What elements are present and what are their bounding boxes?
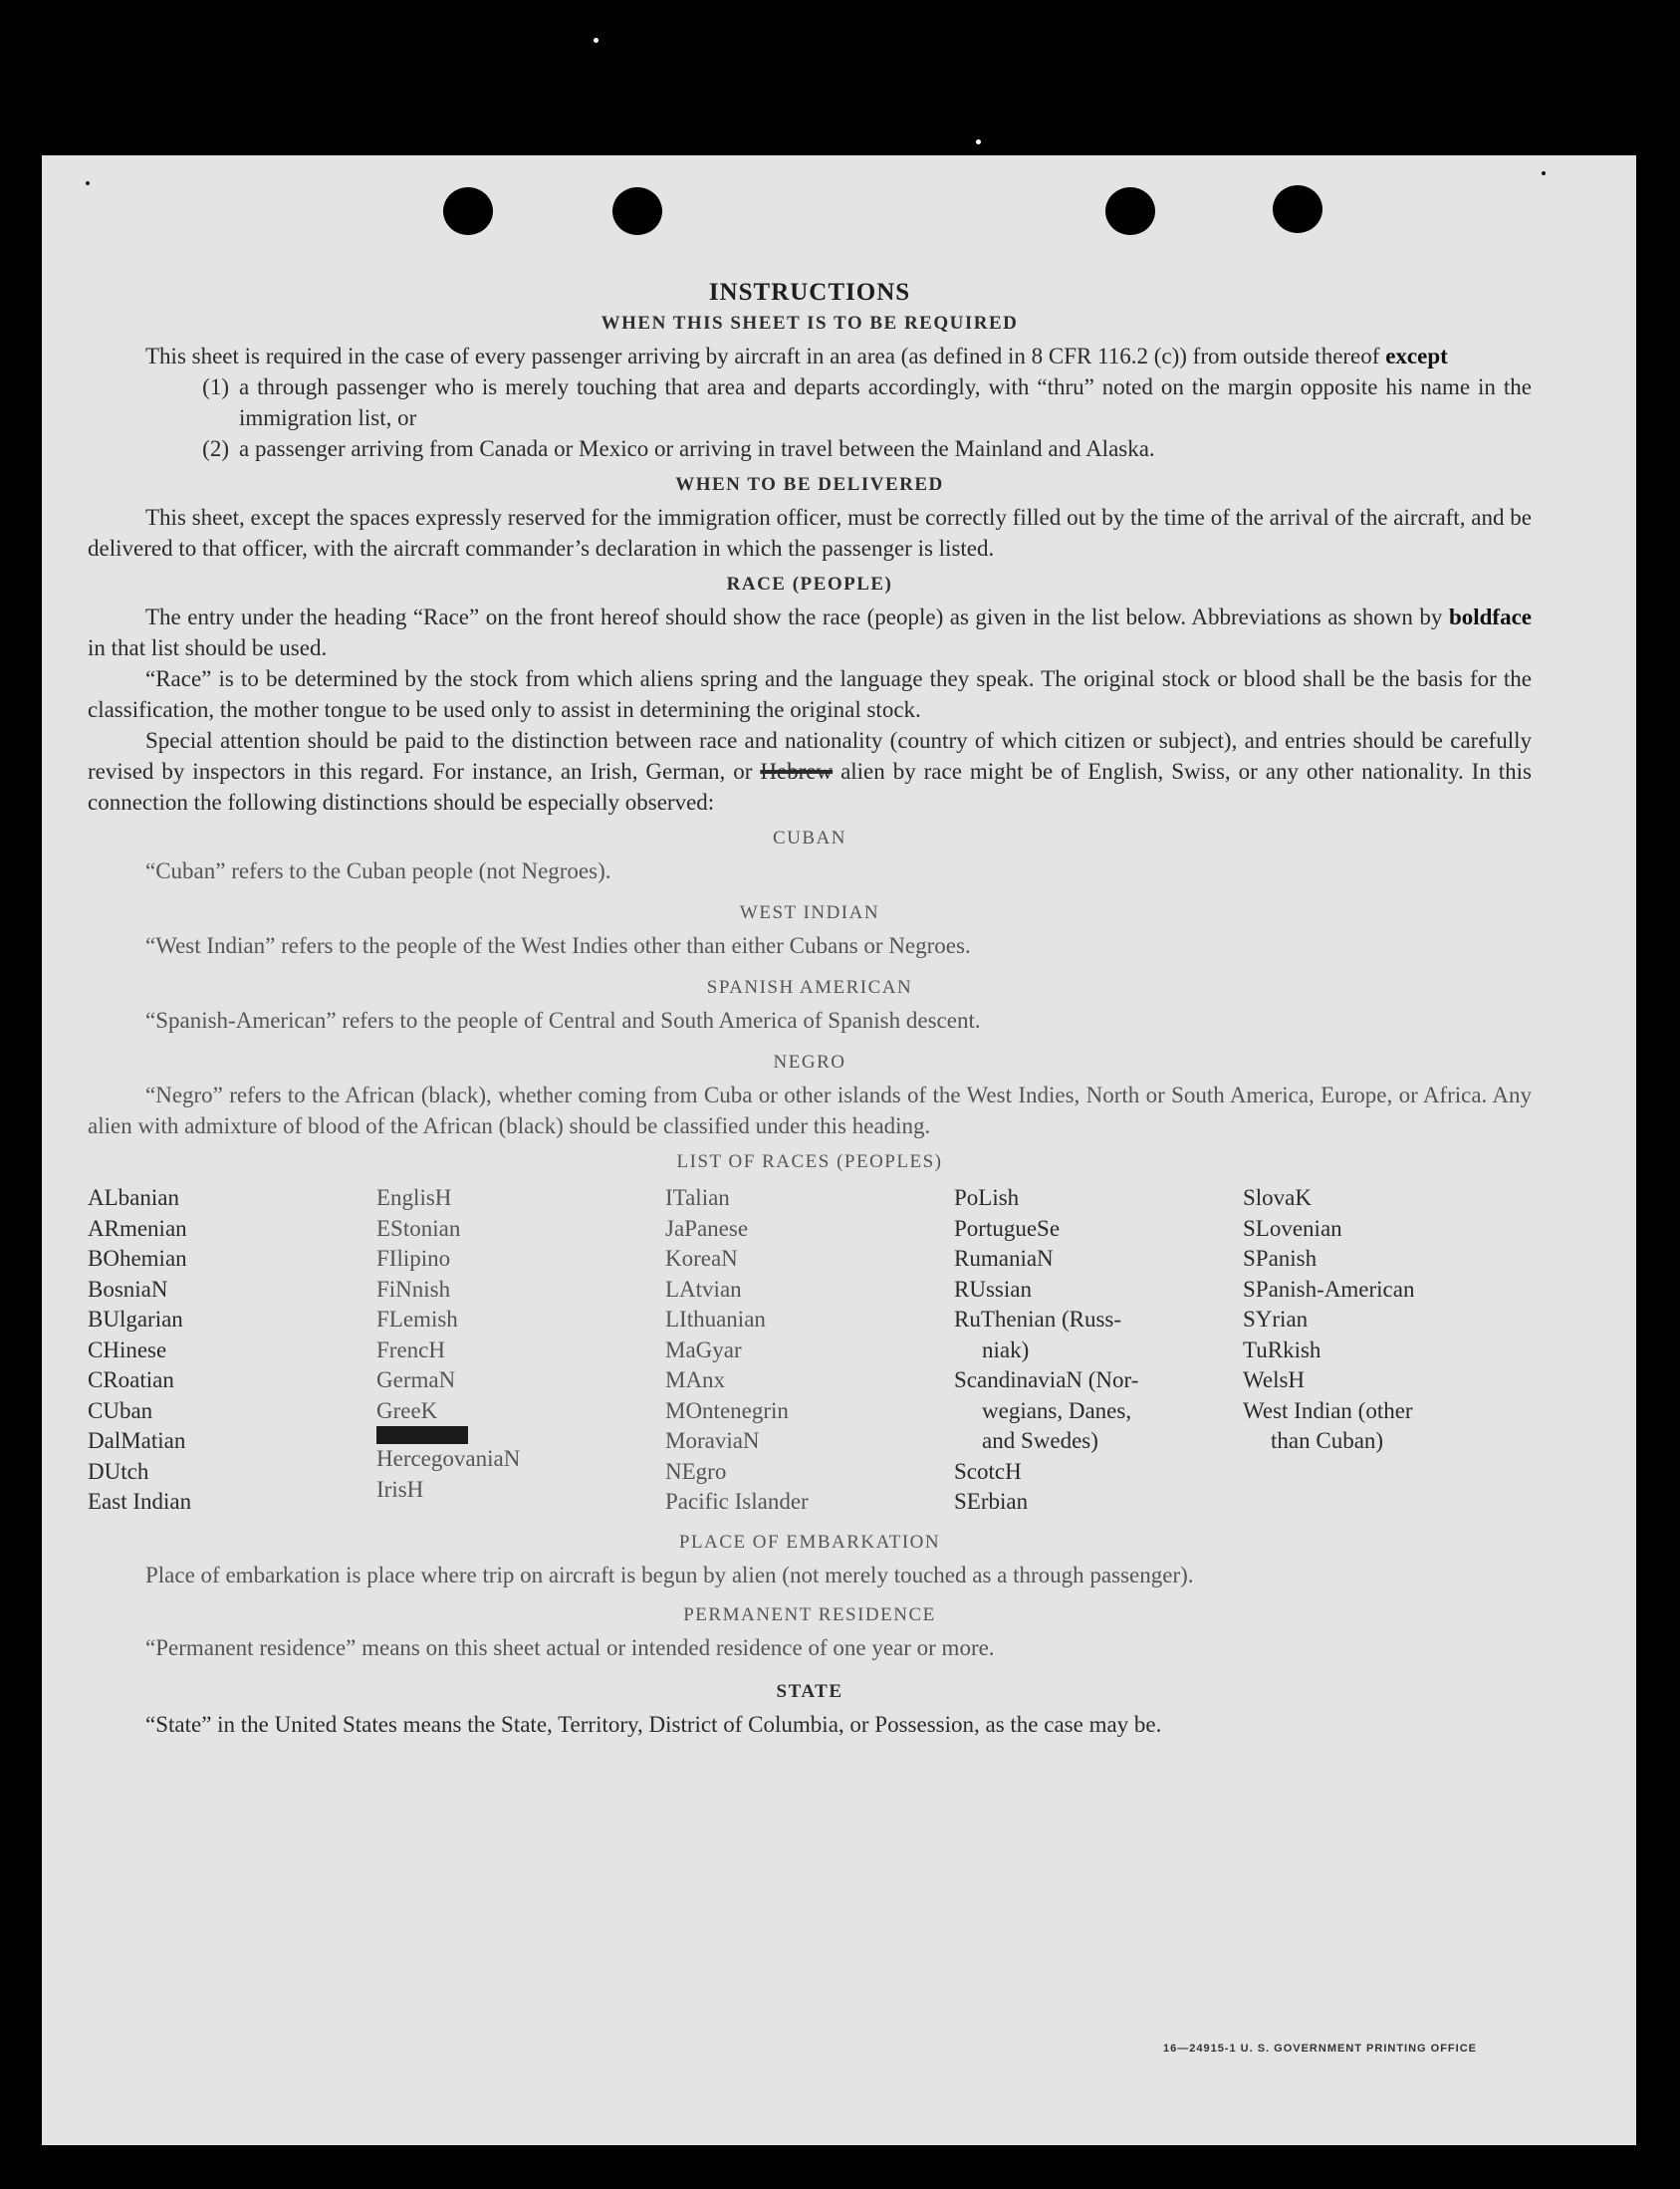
exception-item-2: (2) a passenger arriving from Canada or Mexico or arriving in travel between the Mainland and Alaska. [202, 436, 1155, 461]
race-entry: LAtvian [665, 1276, 742, 1302]
race-entry: JaPanese [665, 1215, 749, 1241]
race-entry: BosniaN [88, 1276, 168, 1302]
heading-embarkation: PLACE OF EMBARKATION [678, 1531, 941, 1553]
races-column-1 [88, 1183, 376, 1518]
race-entry: RuThenian (Russ- [954, 1307, 1122, 1332]
races-column-5 [1243, 1183, 1532, 1518]
race-entry: FiNnish [376, 1276, 451, 1302]
races-column-4 [954, 1183, 1243, 1518]
struck-word: Hebrew [760, 759, 834, 784]
race-entry: HercegovaniaN [376, 1446, 521, 1471]
race-entry: FrencH [376, 1337, 445, 1362]
race-paragraph-2: “Race” is to be determined by the stock from which aliens spring and the language they speak. The original stock or blood shall be the basis for the classification, the mother tongue to be used only to assist in determining the original stock. [88, 666, 1532, 722]
race-entry: LIthuanian [665, 1307, 766, 1332]
heading-state: STATE [776, 1680, 843, 1702]
race-entry: SYrian [1243, 1307, 1309, 1332]
instructions-content [88, 279, 1532, 1740]
race-entry: CUban [88, 1397, 153, 1423]
race-paragraph-1: The entry under the heading “Race” on the front hereof should show the race (people) as given in the list below. Abbreviations as shown by boldface in that list should be used. [88, 605, 1533, 660]
speck [1542, 171, 1546, 175]
heading-west-indian: WEST INDIAN [739, 902, 880, 923]
dust-speck [976, 139, 981, 144]
heading-races-list: LIST OF RACES (PEOPLES) [676, 1151, 943, 1172]
race-entry: ScandinaviaN (Nor- [954, 1367, 1139, 1392]
race-entry: ARmenian [88, 1215, 187, 1241]
race-entry: GreeK [376, 1397, 438, 1423]
state-text: “State” in the United States means the State, Territory, District of Columbia, or Possession, as the case may be. [145, 1711, 1162, 1737]
cuban-text: “Cuban” refers to the Cuban people (not Negroes). [145, 858, 611, 883]
race-entry: MoraviaN [665, 1428, 760, 1453]
race-entry: MaGyar [665, 1337, 742, 1362]
race-entry: DUtch [88, 1458, 149, 1484]
punch-hole [612, 187, 662, 235]
race-entry: SErbian [954, 1489, 1029, 1514]
race-entry: FLemish [376, 1307, 458, 1332]
race-entry: WelsH [1243, 1367, 1306, 1392]
race-entry-continued: than Cuban) [1271, 1428, 1384, 1453]
race-entry: PortugueSe [954, 1215, 1061, 1241]
race-entry: CRoatian [88, 1367, 174, 1392]
punch-hole [443, 187, 493, 235]
heading-when-required: WHEN THIS SHEET IS TO BE REQUIRED [600, 313, 1019, 334]
heading-residence: PERMANENT RESIDENCE [683, 1603, 936, 1625]
race-entry: BUlgarian [88, 1307, 183, 1332]
race-entry: ITalian [665, 1185, 730, 1210]
race-entry: RumaniaN [954, 1246, 1054, 1271]
race-entry: SPanish [1243, 1246, 1318, 1271]
race-entry: RUssian [954, 1276, 1032, 1302]
race-entry-continued: wegians, Danes, [982, 1397, 1132, 1423]
race-entry: FIlipino [376, 1246, 451, 1271]
punch-hole [1273, 185, 1322, 233]
race-entry: NEgro [665, 1458, 727, 1484]
punch-hole [1105, 187, 1155, 235]
residence-text: “Permanent residence” means on this sheet actual or intended residence of one year or more. [145, 1634, 995, 1660]
heading-negro: NEGRO [773, 1052, 846, 1073]
page-title: INSTRUCTIONS [708, 279, 911, 306]
printing-office-code: 16—24915-1 U. S. GOVERNMENT PRINTING OFFICE [1162, 2043, 1477, 2055]
heading-spanish-american: SPANISH AMERICAN [706, 977, 913, 998]
spanish-american-text: “Spanish-American” refers to the people of Central and South America of Spanish descent. [145, 1008, 981, 1033]
race-entry: ALbanian [88, 1185, 179, 1210]
race-entry: KoreaN [665, 1246, 738, 1271]
redacted-entry [376, 1426, 665, 1444]
race-entry: SlovaK [1243, 1185, 1312, 1210]
race-entry: MAnx [665, 1367, 726, 1392]
race-entry: MOntenegrin [665, 1397, 789, 1423]
race-entry: West Indian (other [1243, 1397, 1413, 1423]
race-entry: CHinese [88, 1337, 167, 1362]
west-indian-text: “West Indian” refers to the people of the West Indies other than either Cubans or Negroes. [145, 933, 971, 958]
embarkation-text: Place of embarkation is place where trip on aircraft is begun by alien (not merely touched as a through passenger). [145, 1562, 1194, 1587]
dust-speck [594, 38, 599, 43]
document-sheet [42, 155, 1636, 2145]
race-entry: IrisH [376, 1476, 424, 1502]
race-paragraph-3: Special attention should be paid to the distinction between race and nationality (country of which citizen or subject), and entries should be carefully revised by inspectors in this regard. For instance, an Irish, German, or Hebrew alien by race might be of English, Swiss, or any other nationality. In this connection the following distinctions should be especially observed: [88, 728, 1533, 815]
races-list [88, 1183, 1532, 1518]
when-delivered-text: This sheet, except the spaces expressly reserved for the immigration officer, must be correctly filled out by the time of the arrival of the aircraft, and be delivered to that officer, with the aircraft commander’s declaration in which the passenger is listed. [88, 505, 1532, 561]
race-entry: EnglisH [376, 1185, 452, 1210]
race-entry: SLovenian [1243, 1215, 1342, 1241]
race-entry: DalMatian [88, 1428, 186, 1453]
exception-item-1: (1) a through passenger who is merely touching that area and departs accordingly, with “thru” noted on the margin opposite his name in the immigration list, or [202, 374, 1532, 430]
race-entry: East Indian [88, 1489, 192, 1514]
race-entry: GermaN [376, 1367, 456, 1392]
heading-when-delivered: WHEN TO BE DELIVERED [675, 474, 944, 495]
race-entry: TuRkish [1243, 1337, 1321, 1362]
redaction-mark [376, 1426, 468, 1444]
race-entry-continued: and Swedes) [982, 1428, 1098, 1453]
when-required-intro: This sheet is required in the case of every passenger arriving by aircraft in an area (as defined in 8 CFR 116.2 (c)) from outside thereof except [145, 344, 1448, 368]
race-entry: EStonian [376, 1215, 461, 1241]
race-entry: ScotcH [954, 1458, 1022, 1484]
race-entry: Pacific Islander [665, 1489, 809, 1514]
race-entry: PoLish [954, 1185, 1020, 1210]
speck [86, 181, 90, 185]
race-entry-continued: niak) [982, 1337, 1030, 1362]
heading-cuban: CUBAN [772, 828, 846, 849]
heading-race: RACE (PEOPLE) [726, 574, 893, 595]
negro-text: “Negro” refers to the African (black), whether coming from Cuba or other islands of the West Indies, North or South America, Europe, or Africa. Any alien with admixture of blood of the African (black) should be classified under this heading. [88, 1083, 1532, 1138]
races-column-3 [665, 1183, 954, 1518]
race-entry: SPanish-American [1243, 1276, 1415, 1302]
race-entry: BOhemian [88, 1246, 187, 1271]
races-column-2 [376, 1183, 665, 1518]
